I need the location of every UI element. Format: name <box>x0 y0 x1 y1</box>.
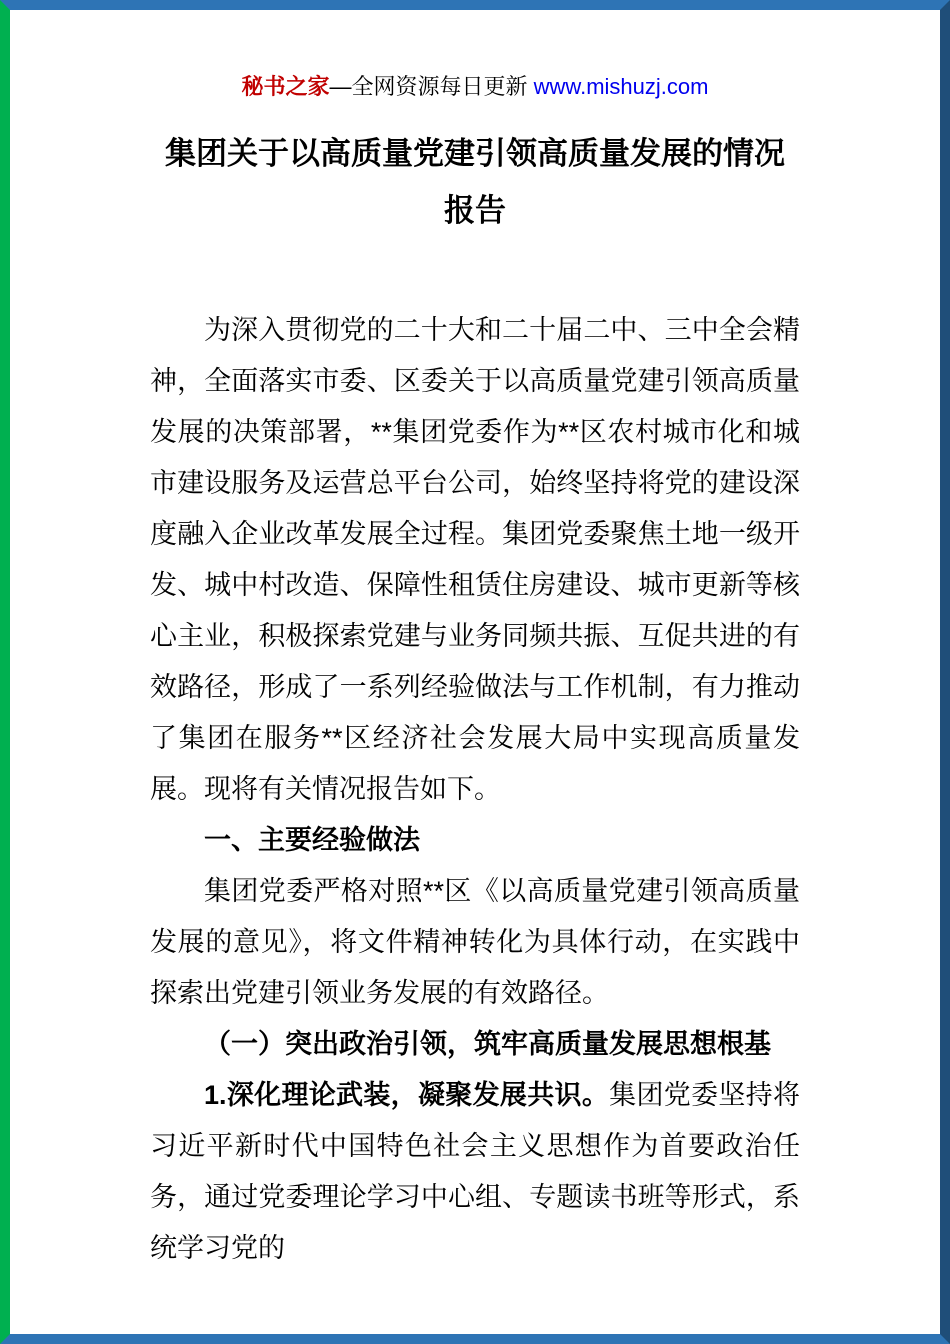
paragraph-intro: 为深入贯彻党的二十大和二十届二中、三中全会精神，全面落实市委、区委关于以高质量党建引领高质量发展的决策部署，**集团党委作为**区农村城市化和城市建设服务及运营总平台公司，始终坚持将党的建设深度融入企业改革发展全过程。集团党委聚焦土地一级开发、城中村改造、保障性租赁住房建设、城市更新等核心主业，积极探索党建与业务同频共振、互促共进的有效路径，形成了一系列经验做法与工作机制，有力推动了集团在服务**区经济社会发展大局中实现高质量发展。现将有关情况报告如下。 <box>150 315 800 805</box>
document-title: 集团关于以高质量党建引领高质量发展的情况报告 <box>165 135 785 229</box>
site-url-link[interactable]: www.mishuzj.com <box>533 74 709 99</box>
section-heading-1: 一、主要经验做法 <box>204 825 420 856</box>
header-line <box>150 72 800 103</box>
paragraph-overview: 集团党委严格对照**区《以高质量党建引领高质量发展的意见》，将文件精神转化为具体行动，在实践中探索出党建引领业务发展的有效路径。 <box>150 876 800 1009</box>
brand-text: 秘书之家 <box>241 74 330 99</box>
point-1-text: 集团党委坚持将习近平新时代中国特色社会主义思想作为首要政治任务，通过党委理论学习中心组、专题读书班等形式，系统学习党的 <box>150 1080 800 1264</box>
paragraph-point-1 <box>150 1070 800 1274</box>
document-body <box>150 305 800 1274</box>
tagline-text: —全网资源每日更新 <box>329 74 534 99</box>
point-1-lead: 1.深化理论武装，凝聚发展共识。 <box>204 1080 610 1111</box>
subsection-heading-1: （一）突出政治引领，筑牢高质量发展思想根基 <box>204 1029 771 1060</box>
